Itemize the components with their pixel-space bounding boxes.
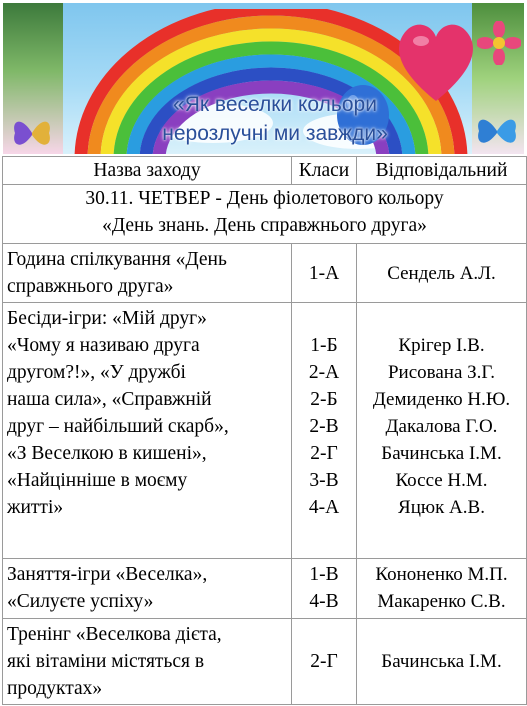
responsible-cell [357,559,527,619]
class-value: 3-В [309,470,339,491]
event-line: Бесіди-ігри: «Мій друг» [7,308,207,329]
event-line: житті» [7,497,64,518]
class-value: 2-В [309,416,339,437]
class-value: 2-Г [310,443,338,464]
event-line: другом?!», «У дружбі [7,362,186,383]
event-line: «Чому я називаю друга [7,335,200,356]
table-header-row [3,157,527,185]
responsible-cell [357,244,527,303]
table-row [3,303,527,559]
responsible-name: Коссе Н.М. [395,470,488,491]
class-value: 1-А [308,262,340,284]
responsible-name: Дакалова Г.О. [385,416,498,437]
event-line: «З Веселкою в кишені», [7,443,207,464]
class-value: 4-А [308,497,340,518]
event-line: продуктах» [7,678,103,699]
classes-cell [292,559,357,619]
event-line: Тренінг «Веселкова дієта, [7,624,222,645]
event-line: «Силуєте успіху» [7,591,154,612]
day-heading-line: 30.11. ЧЕТВЕР - День фіолетового кольору [85,188,444,209]
classes-cell [292,244,357,303]
responsible-name: Демиденко Н.Ю. [372,389,511,410]
event-line: справжнього друга» [7,276,174,297]
classes-cell [292,619,357,705]
responsible-name: Макаренко С.В. [377,591,506,612]
class-value: 4-В [309,591,339,612]
day-heading-line: «День знань. День справжнього друга» [102,215,427,236]
classes-cell [292,303,357,559]
event-line: друг – найбільший скарб», [7,416,229,437]
class-value: 2-Б [310,389,338,410]
event-line: які вітаміни містяться в [7,651,205,672]
event-line: Заняття-ігри «Веселка», [7,564,208,585]
responsible-name: Крігер І.В. [398,335,485,356]
class-value: 2-А [308,362,340,383]
event-cell [3,559,292,619]
column-header-event: Назва заходу [3,157,292,185]
class-value: 1-Б [310,335,338,356]
column-header-classes: Класи [292,157,357,185]
responsible-name: Бачинська І.М. [381,443,502,464]
day-heading-row [3,185,527,244]
butterfly-icon [11,113,53,153]
table-row [3,244,527,303]
event-cell [3,303,292,559]
event-cell [3,244,292,303]
responsible-name: Сендель А.Л. [387,262,496,284]
responsible-name: Бачинська І.М. [381,651,502,672]
banner-title-line: «Як веселки кольори [173,93,377,116]
flower-icon [477,21,521,65]
day-heading [3,185,527,244]
banner-title [125,90,425,148]
banner-title-line: нерозлучні ми завжди» [162,122,388,145]
column-header-responsible: Відповідальний [357,157,527,185]
event-cell [3,619,292,705]
responsible-name: Рисована З.Г. [387,362,496,383]
responsible-name: Яцюк А.В. [398,497,485,518]
header-banner [3,3,524,154]
event-line: Година спілкування «День [7,249,227,270]
responsible-cell [357,619,527,705]
table-row [3,559,527,619]
table-row [3,619,527,705]
class-value: 1-В [309,564,339,585]
schedule-table [2,156,527,705]
butterfly-icon [475,111,519,151]
event-line: «Найцінніше в моєму [7,470,188,491]
responsible-cell [357,303,527,559]
responsible-name: Кононенко М.П. [375,564,508,585]
class-value: 2-Г [310,651,338,672]
event-line: наша сила», «Справжній [7,389,212,410]
